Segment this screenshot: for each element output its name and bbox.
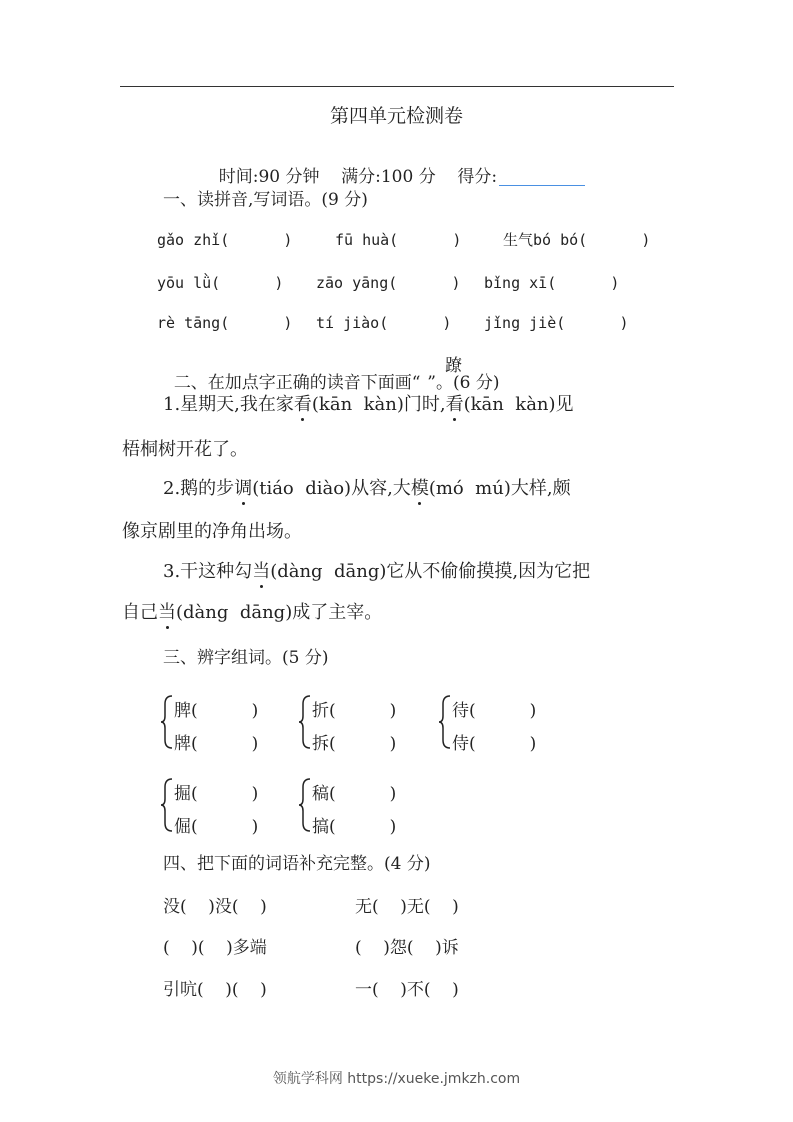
pinyin-item: gǎo zhǐ( ) — [157, 231, 293, 249]
word-blank: 脾( ) — [174, 701, 259, 721]
full-score-label: 满分:100 分 — [341, 167, 436, 187]
question-1-cont: 梧桐树开花了。 — [122, 439, 248, 460]
word-blank: 侍( ) — [452, 734, 537, 754]
brace-icon — [438, 694, 452, 750]
time-label: 时间:90 分钟 — [218, 167, 320, 187]
pinyin-item: zāo yāng( ) — [316, 274, 461, 292]
score-label: 得分: — [457, 167, 498, 187]
score-blank[interactable] — [499, 167, 585, 186]
top-rule — [120, 86, 674, 87]
dotted-char: 看 — [445, 394, 464, 415]
pinyin-item: bǐng xī( ) — [484, 274, 620, 292]
question-3-cont: 自己当(dàng dāng)成了主宰。 — [122, 602, 383, 623]
word-blank: 牌( ) — [174, 734, 259, 754]
section-2-heading-text: 二、在加点字正确的读音下面画“ ”。(6 分) — [173, 373, 500, 393]
question-3: 3.干这种勾当(dàng dāng)它从不偷偷摸摸,因为它把 — [163, 561, 591, 582]
heading-glyph: 蹽 — [445, 356, 462, 376]
brace-icon — [298, 694, 312, 750]
section-1-heading: 一、读拼音,写词语。(9 分) — [163, 190, 368, 210]
idiom-blank: 无( )无( ) — [355, 897, 459, 917]
brace-icon — [160, 694, 174, 750]
idiom-blank: 没( )没( ) — [163, 897, 267, 917]
word-blank: 倔( ) — [174, 817, 259, 837]
dotted-char: 看 — [293, 394, 312, 415]
idiom-blank: ( )( )多端 — [163, 938, 267, 958]
question-2: 2.鹅的步调(tiáo diào)从容,大模(mó mú)大样,颇 — [163, 478, 571, 499]
idiom-blank: 引吭( )( ) — [163, 980, 267, 1000]
dotted-char: 模 — [410, 478, 429, 499]
page-title: 第四单元检测卷 — [329, 105, 463, 127]
word-blank: 折( ) — [312, 701, 397, 721]
dotted-char: 调 — [234, 478, 253, 499]
brace-icon — [160, 777, 174, 833]
idiom-blank: ( )怨( )诉 — [355, 938, 459, 958]
brace-icon — [298, 777, 312, 833]
dotted-char: 当 — [252, 561, 271, 582]
word-blank: 掘( ) — [174, 784, 259, 804]
word-blank: 稿( ) — [312, 784, 397, 804]
idiom-blank: 一( )不( ) — [355, 980, 459, 1000]
footer-watermark: 领航学科网 https://xueke.jmkzh.com — [272, 1071, 521, 1087]
question-2-cont: 像京剧里的净角出场。 — [122, 521, 302, 542]
pinyin-item: yōu lǜ( ) — [157, 274, 284, 292]
pinyin-item: 生气bó bó( ) — [503, 231, 651, 249]
pinyin-item: tí jiào( ) — [316, 314, 452, 332]
word-blank: 拆( ) — [312, 734, 397, 754]
exam-meta — [0, 150, 793, 186]
section-3-heading: 三、辨字组词。(5 分) — [163, 648, 329, 668]
pinyin-item: jǐng jiè( ) — [484, 314, 629, 332]
word-blank: 搞( ) — [312, 817, 397, 837]
word-blank: 待( ) — [452, 701, 537, 721]
pinyin-item: rè tāng( ) — [157, 314, 293, 332]
dotted-char: 当 — [158, 602, 176, 623]
section-4-heading: 四、把下面的词语补充完整。(4 分) — [163, 854, 431, 874]
pinyin-item: fū huà( ) — [335, 231, 462, 249]
question-1: 1.星期天,我在家看(kān kàn)门时,看(kān kàn)见 — [163, 394, 574, 415]
